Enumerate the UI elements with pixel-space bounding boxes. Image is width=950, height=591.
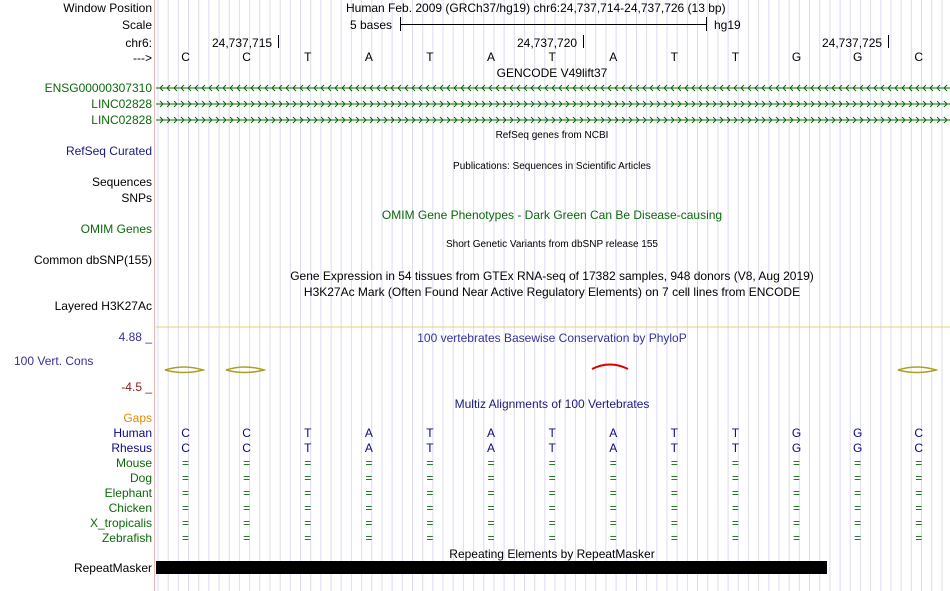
coord-tick-label: 24,737,715 — [212, 36, 273, 50]
base-letter: G — [791, 50, 802, 64]
multiz-base: A — [364, 426, 373, 440]
phylop-track-title[interactable]: 100 vertebrates Basewise Conservation by PhyloP — [417, 331, 687, 345]
multiz-base: C — [914, 441, 924, 455]
multiz-base: C — [914, 426, 924, 440]
multiz-base: = — [182, 471, 190, 485]
base-letter: C — [914, 50, 924, 64]
multiz-base: = — [487, 486, 495, 500]
multiz-base: = — [243, 456, 251, 470]
multiz-base: = — [731, 501, 739, 515]
refseq-track-label[interactable]: RefSeq Curated — [65, 144, 152, 158]
refseq-track-title[interactable]: RefSeq genes from NCBI — [495, 130, 609, 141]
multiz-base: = — [426, 486, 434, 500]
multiz-base: A — [487, 441, 496, 455]
multiz-base: = — [609, 531, 617, 545]
multiz-base: T — [731, 441, 740, 455]
multiz-base: = — [793, 501, 801, 515]
multiz-base: = — [487, 456, 495, 470]
multiz-base: T — [304, 441, 312, 455]
repeatmasker-track-label[interactable]: RepeatMasker — [73, 561, 152, 575]
base-letter: T — [304, 50, 312, 64]
multiz-base: = — [243, 501, 251, 515]
multiz-base: = — [426, 516, 434, 530]
multiz-base: = — [182, 486, 190, 500]
multiz-base: A — [609, 441, 618, 455]
multiz-base: = — [365, 531, 373, 545]
multiz-base: = — [915, 486, 923, 500]
multiz-species-label[interactable]: Elephant — [104, 486, 152, 500]
strand-arrow-label: ---> — [133, 51, 152, 65]
phylop-negative-score — [226, 367, 264, 373]
multiz-base: = — [365, 501, 373, 515]
multiz-base: = — [365, 516, 373, 530]
multiz-base: = — [548, 486, 556, 500]
coord-tick-label: 24,737,720 — [517, 36, 578, 50]
multiz-base: = — [365, 471, 373, 485]
multiz-base: G — [852, 441, 863, 455]
phylop-positive-score — [592, 365, 628, 370]
position-text: Human Feb. 2009 (GRCh37/hg19) chr6:24,737,714-24,737,726 (13 bp) — [346, 1, 726, 15]
multiz-base: T — [304, 426, 312, 440]
multiz-base: T — [426, 441, 434, 455]
multiz-base: = — [243, 516, 251, 530]
multiz-base: G — [852, 426, 863, 440]
multiz-base: = — [548, 501, 556, 515]
multiz-base: T — [548, 441, 556, 455]
multiz-base: = — [854, 501, 862, 515]
gtex-track-title[interactable]: Gene Expression in 54 tissues from GTEx RNA-seq of 17382 samples, 948 donors (V8, Aug 2019) — [290, 269, 814, 283]
multiz-base: = — [670, 501, 678, 515]
base-letter: T — [426, 50, 434, 64]
window-position-label: Window Position — [63, 1, 152, 15]
h3k27ac-track-title[interactable]: H3K27Ac Mark (Often Found Near Active Regulatory Elements) on 7 cell lines from ENCODE — [303, 285, 801, 299]
dbsnp-track-label[interactable]: Common dbSNP(155) — [33, 253, 152, 267]
multiz-base: = — [670, 531, 678, 545]
multiz-base: G — [791, 441, 802, 455]
multiz-base: = — [243, 471, 251, 485]
multiz-base: = — [548, 531, 556, 545]
repeatmasker-track-title[interactable]: Repeating Elements by RepeatMasker — [449, 547, 655, 561]
publications-snps-label[interactable]: SNPs — [121, 191, 152, 205]
multiz-base: = — [243, 531, 251, 545]
multiz-base: = — [731, 471, 739, 485]
multiz-base: A — [364, 441, 373, 455]
gencode-item-label[interactable]: LINC02828 — [91, 113, 152, 127]
multiz-base: = — [182, 456, 190, 470]
multiz-base: = — [793, 516, 801, 530]
multiz-base: T — [731, 426, 740, 440]
multiz-base: = — [793, 486, 801, 500]
multiz-base: = — [915, 531, 923, 545]
publications-sequences-label[interactable]: Sequences — [91, 175, 152, 189]
multiz-base: = — [609, 471, 617, 485]
multiz-base: = — [793, 471, 801, 485]
base-letter: C — [181, 50, 190, 64]
multiz-base: = — [854, 531, 862, 545]
publications-track-title[interactable]: Publications: Sequences in Scientific Articles — [453, 161, 651, 172]
multiz-base: = — [487, 501, 495, 515]
multiz-species-label[interactable]: Human — [113, 426, 152, 440]
multiz-base: = — [731, 456, 739, 470]
gencode-item-label[interactable]: LINC02828 — [91, 97, 152, 111]
multiz-base: = — [304, 456, 312, 470]
multiz-base: = — [304, 531, 312, 545]
multiz-base: = — [548, 456, 556, 470]
base-letter: C — [242, 50, 251, 64]
multiz-base: = — [609, 486, 617, 500]
phylop-track-label[interactable]: 100 Vert. Cons — [14, 354, 94, 368]
multiz-base: = — [670, 486, 678, 500]
coord-tick-label: 24,737,725 — [822, 36, 883, 50]
multiz-base: = — [670, 471, 678, 485]
gencode-track-title[interactable]: GENCODE V49lift37 — [496, 66, 608, 80]
multiz-base: = — [854, 486, 862, 500]
multiz-base: T — [426, 426, 434, 440]
multiz-base: = — [548, 516, 556, 530]
phylop-max-label: 4.88 _ — [118, 330, 152, 344]
multiz-gaps-label[interactable]: Gaps — [123, 411, 152, 425]
base-letter: T — [548, 50, 556, 64]
multiz-base: A — [487, 426, 496, 440]
multiz-species-label[interactable]: Rhesus — [111, 441, 152, 455]
dbsnp-track-title[interactable]: Short Genetic Variants from dbSNP release 155 — [446, 239, 658, 250]
multiz-base: = — [182, 501, 190, 515]
multiz-base: = — [426, 471, 434, 485]
multiz-base: = — [304, 471, 312, 485]
multiz-base: = — [182, 516, 190, 530]
multiz-base: = — [915, 456, 923, 470]
multiz-base: = — [426, 456, 434, 470]
multiz-base: = — [182, 531, 190, 545]
multiz-base: = — [426, 501, 434, 515]
multiz-base: = — [915, 501, 923, 515]
multiz-base: = — [915, 516, 923, 530]
phylop-negative-score — [898, 367, 936, 373]
multiz-species-label[interactable]: X_tropicalis — [89, 516, 152, 530]
multiz-base: = — [731, 486, 739, 500]
multiz-base: = — [304, 501, 312, 515]
multiz-base: C — [181, 441, 190, 455]
multiz-base: = — [609, 501, 617, 515]
base-letter: A — [364, 50, 373, 64]
multiz-base: = — [731, 516, 739, 530]
scale-text: 5 bases — [350, 18, 393, 32]
base-letter: A — [487, 50, 496, 64]
multiz-species-label[interactable]: Zebrafish — [101, 531, 152, 545]
multiz-base: C — [242, 426, 251, 440]
multiz-base: = — [854, 456, 862, 470]
multiz-base: = — [304, 516, 312, 530]
omim-track-label[interactable]: OMIM Genes — [80, 222, 152, 236]
multiz-base: C — [242, 441, 251, 455]
repeatmasker-element-bar[interactable] — [156, 561, 827, 574]
multiz-base: = — [365, 486, 373, 500]
h3k27ac-track-label[interactable]: Layered H3K27Ac — [54, 299, 152, 313]
multiz-base: = — [731, 531, 739, 545]
multiz-base: = — [854, 516, 862, 530]
multiz-base: = — [548, 471, 556, 485]
multiz-base: = — [365, 456, 373, 470]
multiz-base: = — [915, 471, 923, 485]
multiz-base: = — [487, 471, 495, 485]
omim-track-title[interactable]: OMIM Gene Phenotypes - Dark Green Can Be Disease-causing — [381, 208, 723, 222]
multiz-base: = — [487, 531, 495, 545]
base-letter: A — [609, 50, 618, 64]
multiz-base: T — [670, 441, 679, 455]
scale-label: Scale — [121, 18, 152, 32]
multiz-base: T — [670, 426, 679, 440]
multiz-base: A — [609, 426, 618, 440]
multiz-track-title[interactable]: Multiz Alignments of 100 Vertebrates — [454, 397, 650, 411]
multiz-base: = — [609, 456, 617, 470]
multiz-species-label[interactable]: Chicken — [108, 501, 152, 515]
multiz-base: = — [609, 516, 617, 530]
base-letter: G — [852, 50, 863, 64]
base-letter: T — [670, 50, 679, 64]
gencode-item-label[interactable]: ENSG00000307310 — [44, 81, 152, 95]
multiz-base: = — [487, 516, 495, 530]
multiz-base: = — [426, 531, 434, 545]
multiz-base: C — [181, 426, 190, 440]
base-letter: T — [731, 50, 740, 64]
assembly-label: hg19 — [714, 18, 741, 32]
multiz-species-label[interactable]: Dog — [129, 471, 152, 485]
multiz-base: = — [670, 516, 678, 530]
multiz-base: = — [793, 456, 801, 470]
multiz-base: = — [304, 486, 312, 500]
multiz-base: = — [793, 531, 801, 545]
multiz-base: = — [243, 486, 251, 500]
phylop-min-label: -4.5 _ — [121, 380, 152, 394]
multiz-base: = — [854, 471, 862, 485]
multiz-base: = — [670, 456, 678, 470]
phylop-negative-score — [165, 367, 203, 373]
multiz-species-label[interactable]: Mouse — [115, 456, 152, 470]
multiz-base: T — [548, 426, 556, 440]
multiz-base: G — [791, 426, 802, 440]
chrom-label: chr6: — [125, 36, 152, 50]
